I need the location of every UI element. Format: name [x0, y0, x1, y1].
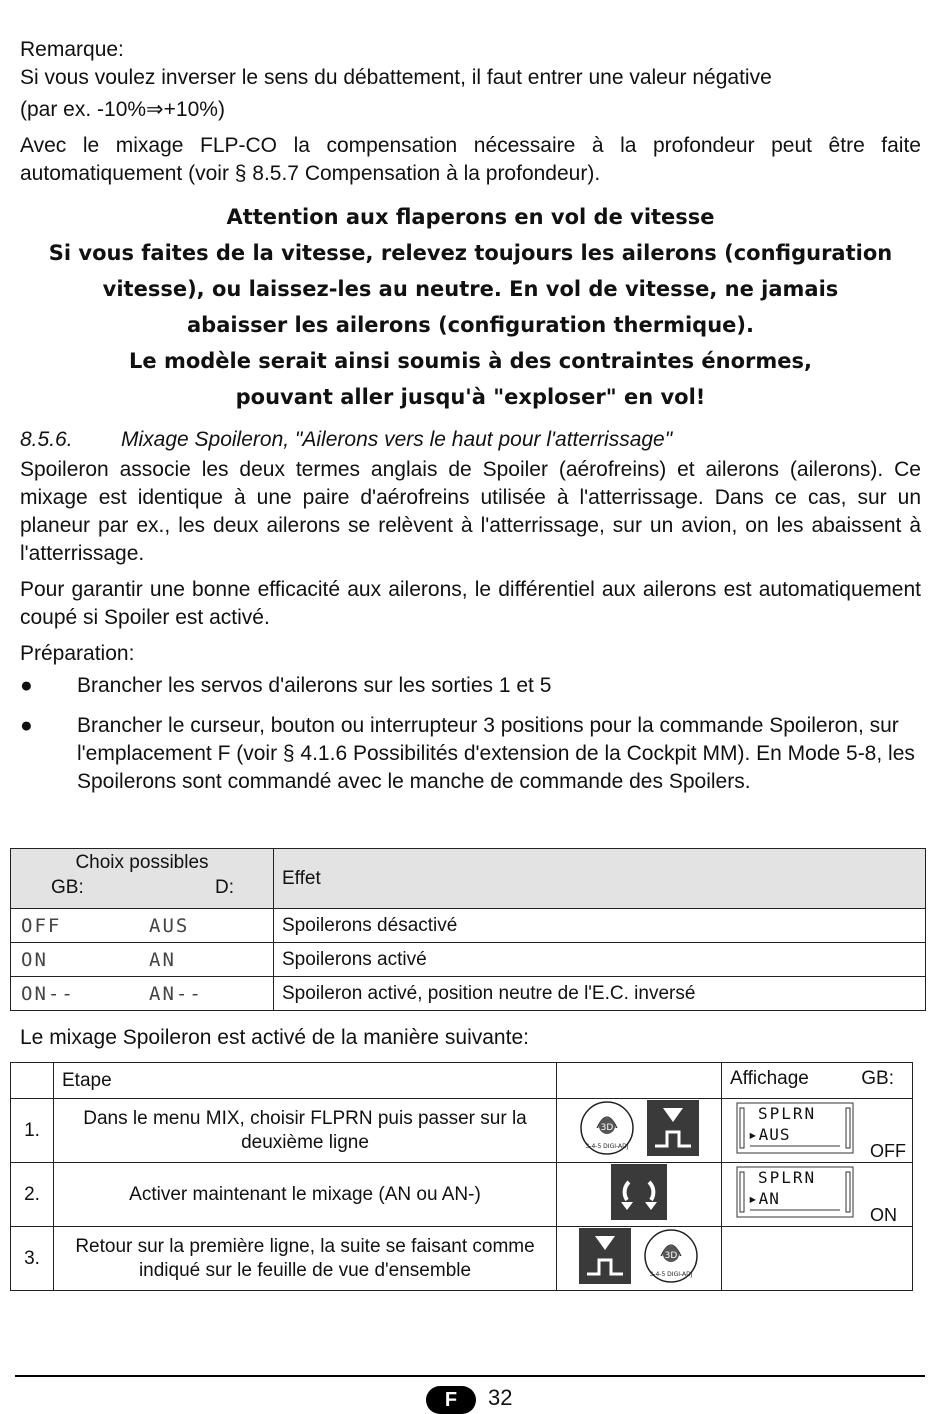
footer-divider — [15, 1375, 925, 1377]
bullet-dot-icon: ● — [20, 714, 33, 737]
warning-line1: Attention aux flaperons en vol de vitesse — [226, 205, 715, 229]
enter-key-icon — [579, 1228, 631, 1290]
section-heading — [20, 428, 672, 452]
choices-header-cell: Choix possibles GB: D: — [11, 849, 274, 909]
rotary-knob-icon — [611, 1164, 667, 1226]
lcd-display: SPLRN ▸AUS — [736, 1102, 854, 1154]
remarque-title: Remarque: — [20, 38, 124, 61]
preparation-title: Préparation: — [20, 642, 135, 665]
svg-text:3-4-5 DIGI-ADJ: 3-4-5 DIGI-ADJ — [585, 1142, 629, 1150]
section-para2: Pour garantir une bonne efficacité aux ailerons, le différentiel aux ailerons est automatiquement coupé si Spoiler est activé. — [20, 578, 921, 629]
table-row: ON-- AN-- Spoileron activé, position neutre de l'E.C. inversé — [11, 977, 926, 1011]
table-row: 2. Activer maintenant le mixage (AN ou AN-) SPLRN ▸AN ON — [11, 1163, 913, 1227]
table-row: 1. Dans le menu MIX, choisir FLPRN puis passer sur la deuxième ligne 3D 3-4-5 DIGI-ADJ SPLRN ▸AUS OFF — [11, 1099, 913, 1163]
steps-table — [10, 1062, 913, 1291]
language-badge: F — [426, 1386, 476, 1414]
warning-line2: Si vous faites de la vitesse, relevez toujours les ailerons (configuration — [48, 241, 893, 265]
svg-text:3-4-5 DIGI-ADJ: 3-4-5 DIGI-ADJ — [649, 1270, 693, 1278]
table-row: 3. Retour sur la première ligne, la suite se faisant comme indiqué sur le feuille de vue d'ensemble 3D 3-4-5 DIGI-ADJ — [11, 1227, 913, 1291]
remarque-para2: Avec le mixage FLP-CO la compensation nécessaire à la profondeur peut être faite automatiquement (voir § 8.5.7 Compensation à la profondeur). — [20, 134, 921, 185]
table-row: ON AN Spoilerons activé — [11, 943, 926, 977]
effect-header: Effet — [274, 849, 926, 909]
step-header: Etape — [54, 1063, 557, 1099]
warning-line3: vitesse), ou laissez-les au neutre. En vol de vitesse, ne jamais — [102, 277, 839, 301]
3d-digi-adjuster-icon — [579, 1100, 635, 1162]
svg-text:3D: 3D — [664, 1250, 677, 1261]
state-label: OFF — [870, 1141, 906, 1161]
enter-key-icon — [647, 1100, 699, 1162]
remarque-line1: Si vous voulez inverser le sens du débattement, il faut entrer une valeur négative — [20, 66, 772, 89]
warning-line4: abaisser les ailerons (configuration thermique). — [187, 313, 754, 337]
table-row: OFF AUS Spoilerons désactivé — [11, 909, 926, 943]
3d-digi-adjuster-icon — [643, 1228, 699, 1290]
page-number: 32 — [488, 1385, 513, 1410]
bullet-dot-icon: ● — [20, 674, 33, 697]
remarque-line2: (par ex. -10%⇒+10%) — [20, 98, 225, 121]
state-label: ON — [870, 1205, 897, 1225]
intro-text: Le mixage Spoileron est activé de la manière suivante: — [20, 1026, 529, 1049]
section-para1: Spoileron associe les deux termes anglais de Spoiler (aérofreins) et ailerons (ailerons). Ce mixage est identique à une paire d'aérofreins utilisée à l'atterrissage. Dans ce cas, sur un planeur par ex., les deux ailerons se relèvent à l'atterrissage, sur un avion, on les abaissent à l'atterrissage. — [20, 458, 921, 565]
section-title: Mixage Spoileron, "Ailerons vers le haut pour l'atterrissage" — [121, 428, 673, 451]
lcd-display: SPLRN ▸AN — [736, 1166, 854, 1218]
warning-line6: pouvant aller jusqu'à "exploser" en vol! — [235, 385, 706, 409]
svg-text:3D: 3D — [601, 1122, 614, 1133]
warning-line5: Le modèle serait ainsi soumis à des contraintes énormes, — [129, 349, 812, 373]
section-number: 8.5.6. — [20, 428, 73, 451]
choices-table — [10, 848, 926, 1011]
display-header: Affichage GB: — [722, 1063, 913, 1099]
